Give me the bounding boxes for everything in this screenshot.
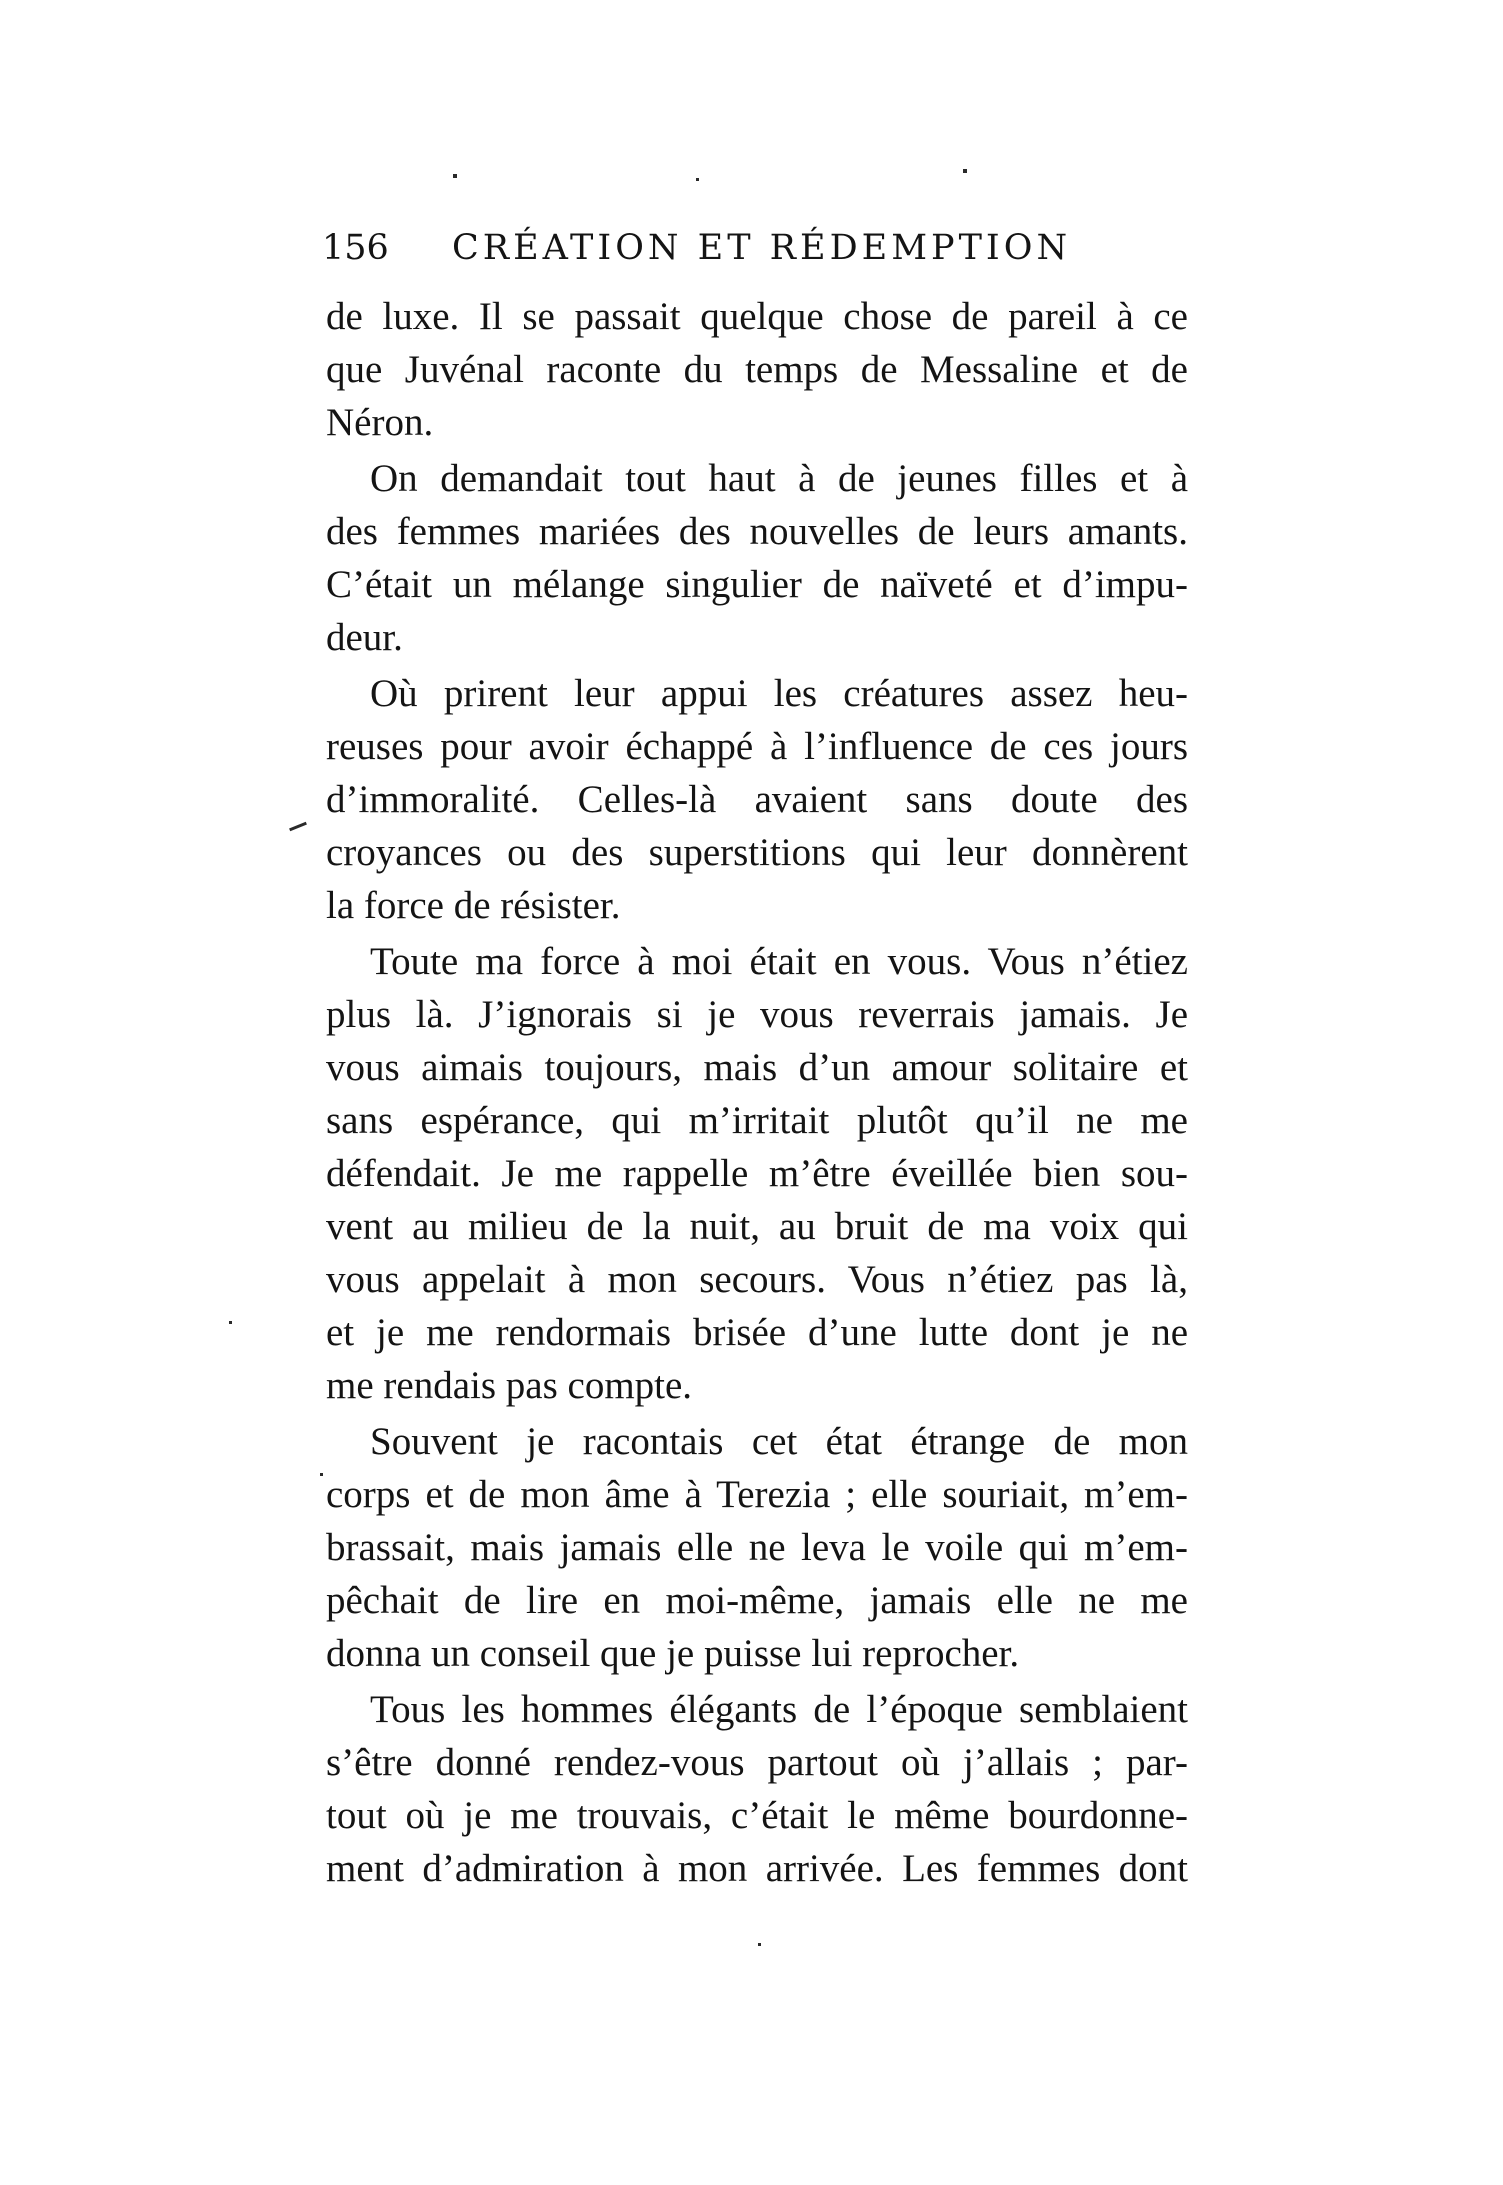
- margin-mark: [289, 822, 307, 832]
- text-line: d’immoralité. Celles-là avaient sans doute des: [326, 778, 1188, 821]
- text-line: corps et de mon âme à Terezia ; elle souriait, m’em-: [326, 1473, 1188, 1516]
- text-line: de luxe. Il se passait quelque chose de pareil à ce: [326, 295, 1188, 338]
- paragraph: [326, 1415, 1188, 1680]
- paragraph: [326, 1683, 1188, 1895]
- text-line: donna un conseil que je puisse lui reprocher.: [326, 1632, 1020, 1675]
- text-line: vent au milieu de la nuit, au bruit de ma voix qui: [326, 1205, 1188, 1248]
- text-line: pêchait de lire en moi-même, jamais elle ne me: [326, 1579, 1188, 1622]
- text-line: On demandait tout haut à de jeunes filles et à: [370, 457, 1188, 500]
- text-line: défendait. Je me rappelle m’être éveillée bien sou-: [326, 1152, 1188, 1195]
- paragraph: [326, 935, 1188, 1412]
- print-speck: [696, 178, 699, 181]
- text-line: Tous les hommes élégants de l’époque semblaient: [370, 1688, 1188, 1731]
- text-line: brassait, mais jamais elle ne leva le voile qui m’em-: [326, 1526, 1188, 1569]
- running-title: CRÉATION ET RÉDEMPTION: [452, 228, 1072, 268]
- print-speck: [453, 174, 457, 178]
- text-line: deur.: [326, 616, 403, 659]
- text-line: et je me rendormais brisée d’une lutte dont je ne: [326, 1311, 1188, 1354]
- paragraph: [326, 667, 1188, 932]
- text-line: Où prirent leur appui les créatures assez heu-: [370, 672, 1188, 715]
- text-line: vous aimais toujours, mais d’un amour solitaire et: [326, 1046, 1188, 1089]
- page-number: 156: [322, 228, 389, 268]
- text-line: plus là. J’ignorais si je vous reverrais jamais. Je: [326, 993, 1188, 1036]
- text-line: que Juvénal raconte du temps de Messaline et de: [326, 348, 1188, 391]
- text-line: la force de résister.: [326, 884, 621, 927]
- text-line: C’était un mélange singulier de naïveté et d’impu-: [326, 563, 1188, 606]
- text-line: des femmes mariées des nouvelles de leurs amants.: [326, 510, 1188, 553]
- text-line: ment d’admiration à mon arrivée. Les femmes dont: [326, 1847, 1188, 1890]
- print-speck: [963, 169, 967, 173]
- print-speck: [229, 1321, 232, 1324]
- text-line: Toute ma force à moi était en vous. Vous n’étiez: [370, 940, 1188, 983]
- print-speck: [320, 1473, 323, 1476]
- text-line: Néron.: [326, 401, 434, 444]
- paragraph: [326, 290, 1188, 449]
- text-line: sans espérance, qui m’irritait plutôt qu’il ne me: [326, 1099, 1188, 1142]
- print-speck: [758, 1943, 761, 1946]
- paragraph: [326, 452, 1188, 664]
- text-line: Souvent je racontais cet état étrange de mon: [370, 1420, 1188, 1463]
- text-line: vous appelait à mon secours. Vous n’étiez pas là,: [326, 1258, 1188, 1301]
- text-line: s’être donné rendez-vous partout où j’allais ; par-: [326, 1741, 1188, 1784]
- page-header: [322, 224, 1187, 272]
- text-line: me rendais pas compte.: [326, 1364, 693, 1407]
- text-line: reuses pour avoir échappé à l’influence de ces jours: [326, 725, 1188, 768]
- text-line: tout où je me trouvais, c’était le même bourdonne-: [326, 1794, 1188, 1837]
- body-text: [326, 290, 1188, 1898]
- text-line: croyances ou des superstitions qui leur donnèrent: [326, 831, 1188, 874]
